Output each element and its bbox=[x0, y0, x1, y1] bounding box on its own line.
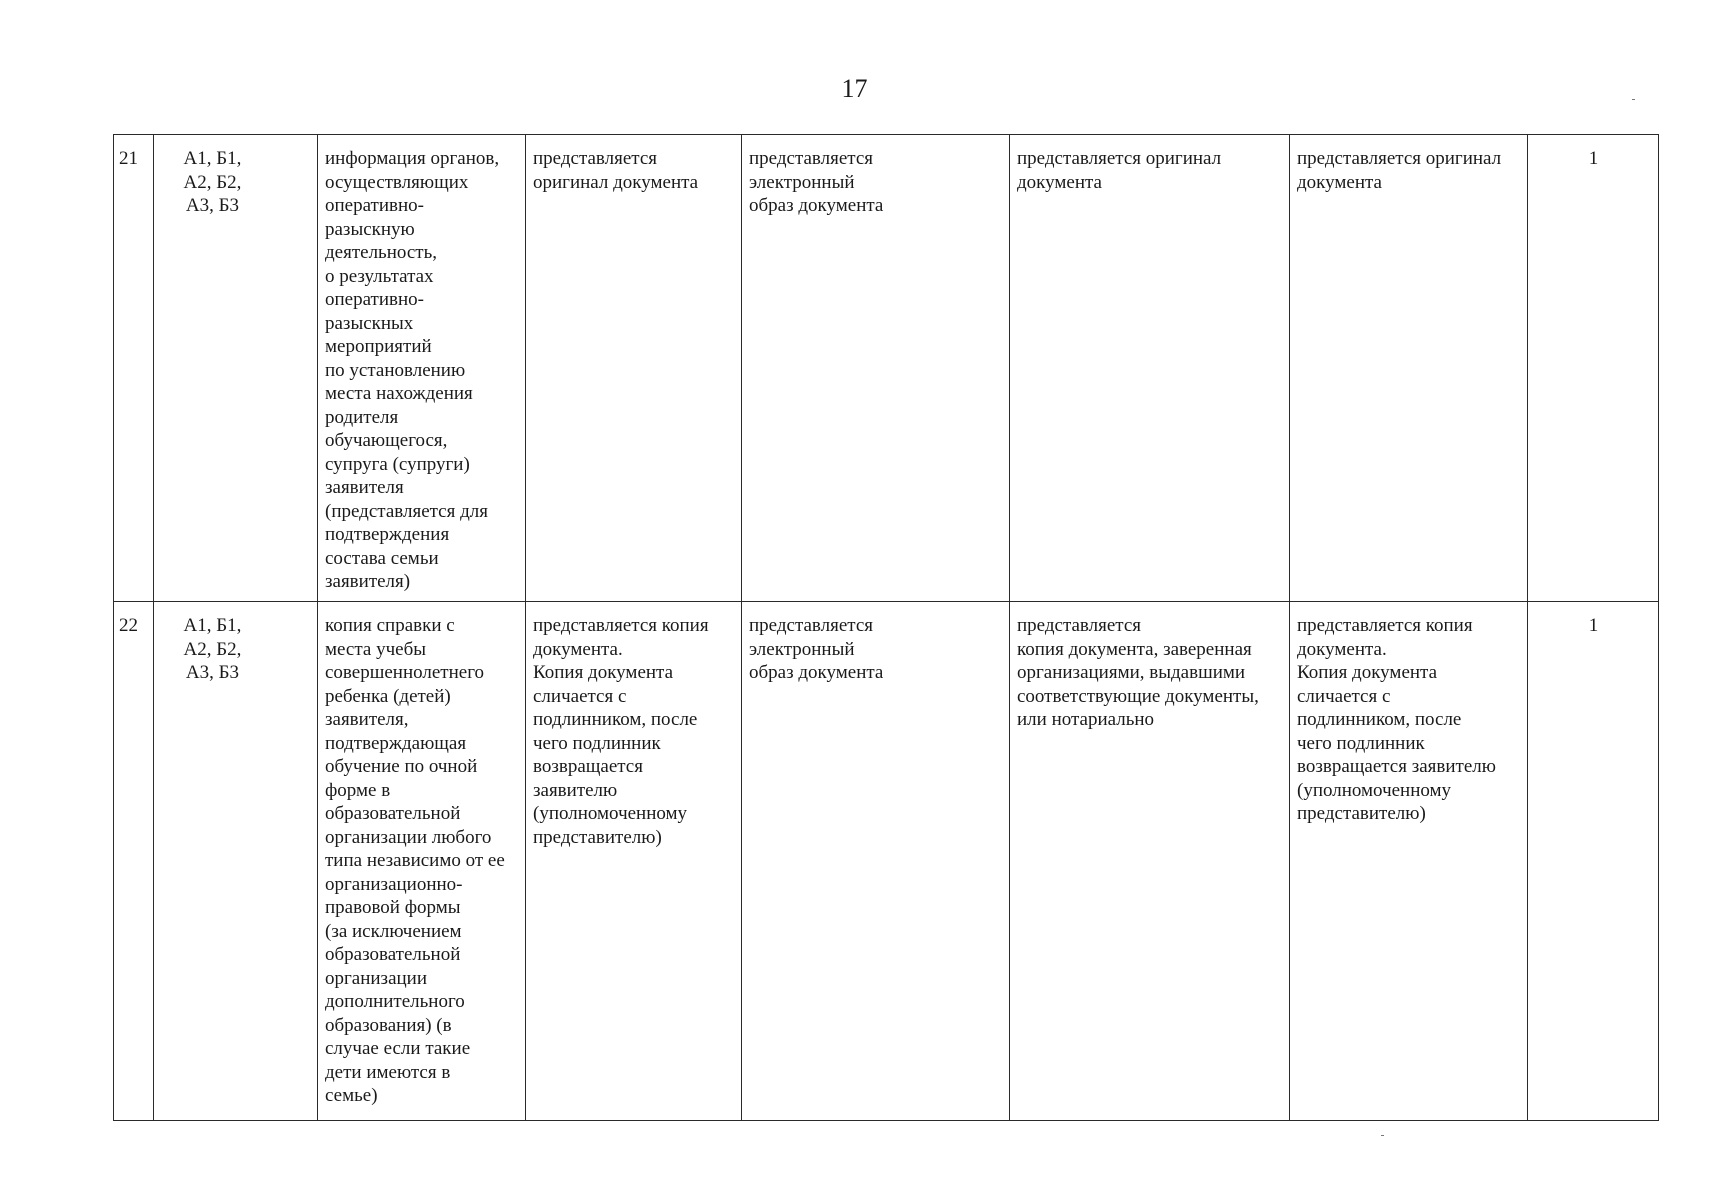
table-row bbox=[114, 135, 1659, 602]
submission-mode-6: представляется оригинал документа bbox=[1010, 135, 1290, 602]
document-count: 1 bbox=[1528, 602, 1659, 1121]
table-row bbox=[114, 602, 1659, 1121]
submission-mode-5: представляется электронный образ документа bbox=[742, 602, 1010, 1121]
document-name: информация органов, осуществляющих оперативно- разыскную деятельность, о результатах оперативно- разыскных мероприятий по установлению места нахождения родителя обучающегося, супруга (супруги) заявителя (представляется для подтверждения состава семьи заявителя) bbox=[318, 135, 526, 602]
applicant-categories: А1, Б1, А2, Б2, А3, Б3 bbox=[154, 135, 318, 602]
submission-mode-4: представляется оригинал документа bbox=[526, 135, 742, 602]
submission-mode-7: представляется оригинал документа bbox=[1290, 135, 1528, 602]
submission-mode-7: представляется копия документа. Копия документа сличается с подлинником, после чего подлинник возвращается заявителю (уполномоченному представителю) bbox=[1290, 602, 1528, 1121]
submission-mode-5: представляется электронный образ документа bbox=[742, 135, 1010, 602]
applicant-categories: А1, Б1, А2, Б2, А3, Б3 bbox=[154, 602, 318, 1121]
document-name: копия справки с места учебы совершеннолетнего ребенка (детей) заявителя, подтверждающая обучение по очной форме в образовательной организации любого типа независимо от ее организационно- правовой формы (за исключением образовательной организации дополнительного образования) (в случае если такие дети имеются в семье) bbox=[318, 602, 526, 1121]
row-number: 21 bbox=[114, 135, 154, 602]
scan-speck bbox=[1632, 99, 1635, 100]
documents-table bbox=[113, 134, 1659, 1121]
submission-mode-6: представляется копия документа, заверенная организациями, выдавшими соответствующие документы, или нотариально bbox=[1010, 602, 1290, 1121]
row-number: 22 bbox=[114, 602, 154, 1121]
page-number: 17 bbox=[841, 74, 868, 103]
scan-speck bbox=[1381, 1135, 1384, 1136]
document-count: 1 bbox=[1528, 135, 1659, 602]
submission-mode-4: представляется копия документа. Копия документа сличается с подлинником, после чего подлинник возвращается заявителю (уполномоченному представителю) bbox=[526, 602, 742, 1121]
